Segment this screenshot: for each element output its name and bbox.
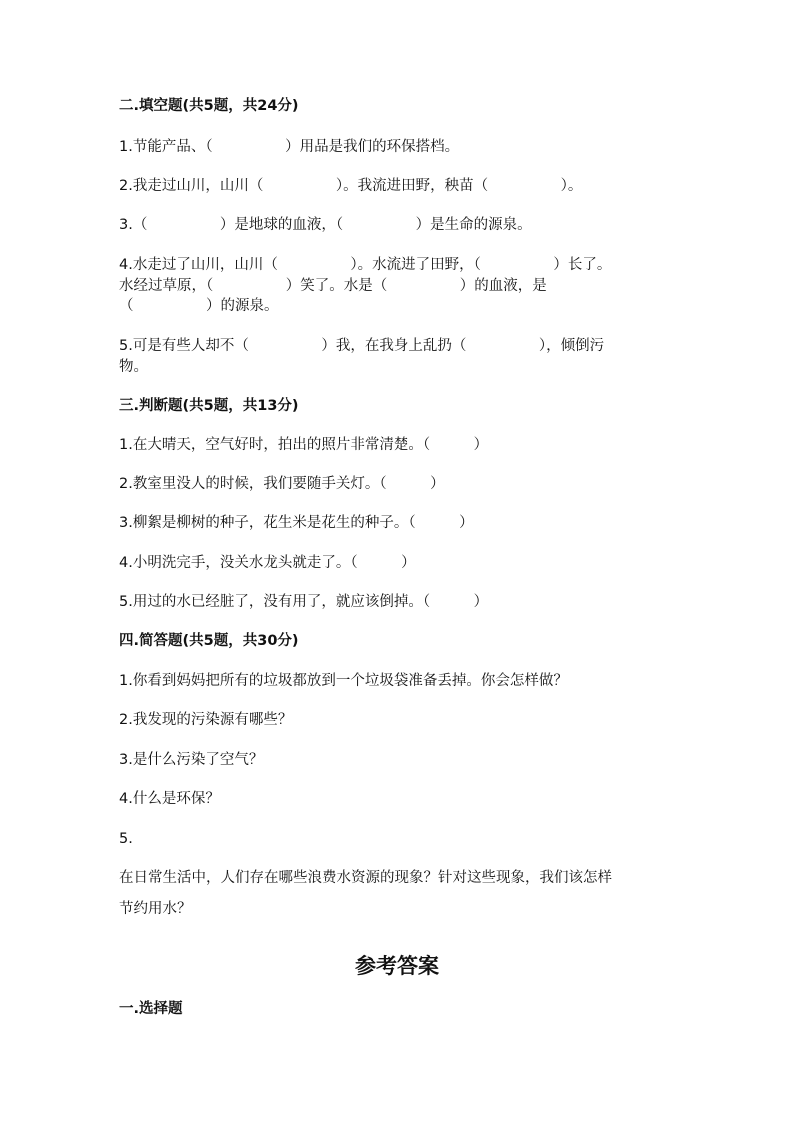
short-answer-question-3: 3.是什么污染了空气？ bbox=[119, 752, 264, 768]
section-heading-short-answer: 四.简答题(共5题，共30分) bbox=[119, 633, 299, 649]
section-heading-true-false: 三.判断题(共5题，共13分) bbox=[119, 398, 299, 414]
true-false-question-1: 1.在大晴天，空气好时，拍出的照片非常清楚。（ ） bbox=[119, 437, 489, 453]
fill-blank-question-1: 1.节能产品、（ ）用品是我们的环保搭档。 bbox=[119, 139, 460, 155]
true-false-question-2: 2.教室里没人的时候，我们要随手关灯。（ ） bbox=[119, 476, 445, 492]
section-heading-fill-blank: 二.填空题(共5题，共24分) bbox=[119, 98, 299, 114]
short-answer-question-4: 4.什么是环保？ bbox=[119, 791, 220, 807]
true-false-question-4: 4.小明洗完手，没关水龙头就走了。（ ） bbox=[119, 555, 416, 571]
fill-blank-question-5-line-2: 物。 bbox=[119, 359, 148, 375]
short-answer-question-1: 1.你看到妈妈把所有的垃圾都放到一个垃圾袋准备丢掉。你会怎样做？ bbox=[119, 673, 568, 689]
fill-blank-question-5-line-1: 5.可是有些人却不（ ）我，在我身上乱扔（ ），倾倒污 bbox=[119, 338, 605, 354]
true-false-question-5: 5.用过的水已经脏了，没有用了，就应该倒掉。（ ） bbox=[119, 594, 489, 610]
short-answer-question-5-line-1: 在日常生活中，人们存在哪些浪费水资源的现象？针对这些现象，我们该怎样 bbox=[119, 870, 612, 886]
fill-blank-question-4-line-2: 水经过草原，（ ）笑了。水是（ ）的血液，是 bbox=[119, 278, 547, 294]
short-answer-question-5-number: 5. bbox=[119, 831, 133, 847]
short-answer-question-2: 2.我发现的污染源有哪些？ bbox=[119, 712, 293, 728]
short-answer-question-5-line-2: 节约用水？ bbox=[119, 901, 192, 917]
answer-key-title: 参考答案 bbox=[355, 953, 439, 978]
answer-section-heading-choice: 一.选择题 bbox=[119, 1001, 183, 1017]
true-false-question-3: 3.柳絮是柳树的种子，花生米是花生的种子。（ ） bbox=[119, 515, 474, 531]
fill-blank-question-3: 3.（ ）是地球的血液，（ ）是生命的源泉。 bbox=[119, 217, 532, 233]
fill-blank-question-4-line-3: （ ）的源泉。 bbox=[119, 298, 279, 314]
fill-blank-question-2: 2.我走过山川，山川（ ）。我流进田野，秧苗（ ）。 bbox=[119, 178, 583, 194]
fill-blank-question-4-line-1: 4.水走过了山川，山川（ ）。水流进了田野，（ ）长了。 bbox=[119, 257, 612, 273]
